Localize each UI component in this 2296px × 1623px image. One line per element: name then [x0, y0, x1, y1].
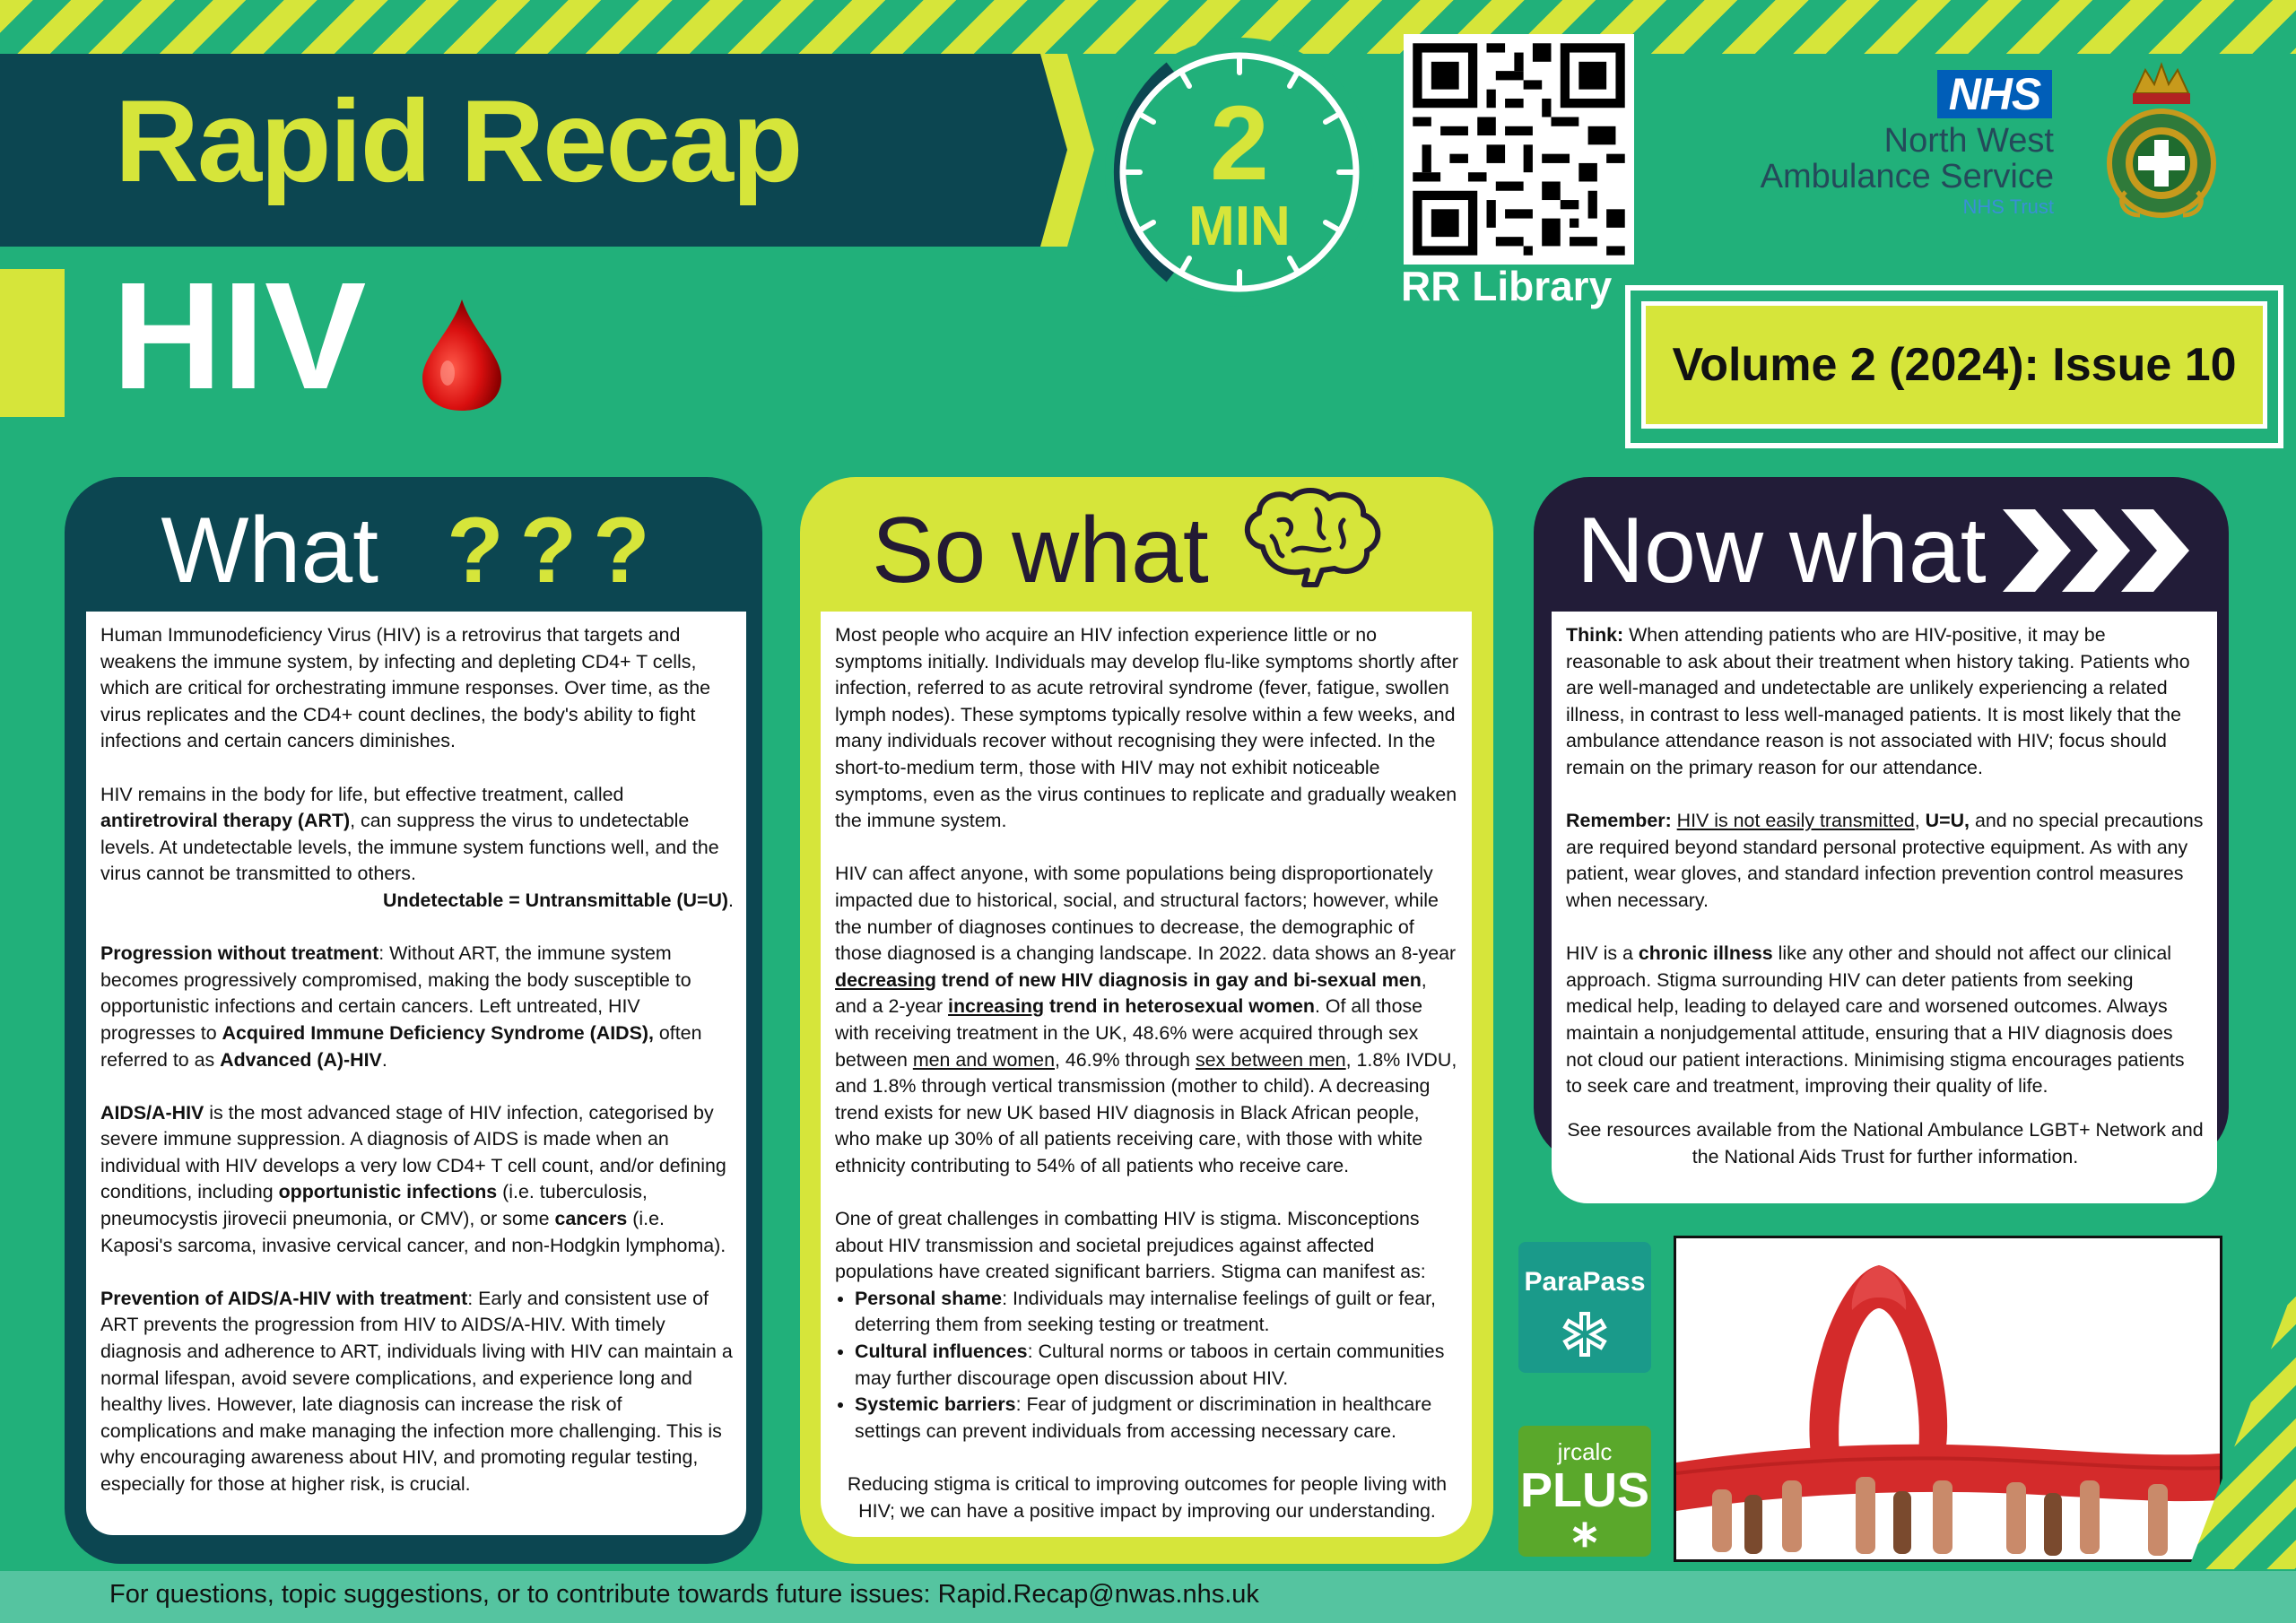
now-what-title: Now what — [1577, 499, 1987, 603]
jrcalc-label: jrcalc — [1557, 1438, 1613, 1465]
list-item — [855, 1286, 1459, 1339]
what-prevention — [100, 1286, 734, 1498]
organisation-name-line1: North West — [1883, 122, 2054, 160]
star-of-life-icon — [1560, 1310, 1610, 1360]
stigma-list — [835, 1286, 1459, 1445]
clock-number: 2 — [1210, 84, 1269, 203]
topic-accent-bar — [0, 269, 65, 417]
qr-label: RR Library — [1401, 263, 1613, 309]
so-what-conclusion: Reducing stigma is critical to improving outcomes for people living with HIV; we can have a positive impact by improving our understanding. — [847, 1473, 1448, 1522]
text: , and a 2-year — [835, 968, 1427, 1018]
chronic-term: chronic illness — [1638, 942, 1773, 965]
so-what-text — [821, 612, 1472, 1537]
aids-term: Acquired Immune Deficiency Syndrome (AIDS), — [222, 1021, 654, 1044]
decreasing-term: decreasing — [835, 968, 936, 991]
timer-clock-icon — [1099, 31, 1381, 314]
uu-statement: Undetectable = Untransmittable (U=U). — [382, 889, 734, 911]
volume-issue: Volume 2 (2024): Issue 10 — [1641, 301, 2267, 429]
uu-text: Undetectable = Untransmittable (U=U) — [382, 889, 729, 911]
so-what-symptoms: Most people who acquire an HIV infection experience little or no symptoms initially. Individuals may develop flu-like symptoms shortly after infection, referred to as acute retroviral syndrome (fever, fatigue, swollen lymph nodes). These symptoms typically resolve within a few weeks, and many individuals recover without recognising they were infected. In the short-to-medium term, those with HIV may not exhibit noticeable symptoms, even as the virus continues to replicate and gradually weaken the immune system. — [835, 624, 1459, 832]
so-what-heading — [800, 497, 1493, 604]
organisation-name — [1722, 124, 2054, 195]
text: . Of all those with receiving treatment in the UK, 48.6% were acquired through sex between — [835, 995, 1423, 1071]
what-treatment — [100, 782, 734, 915]
organisation-name-line2: Ambulance Service — [1760, 157, 2054, 195]
jrcalc-plus-badge[interactable] — [1518, 1426, 1651, 1557]
clock-unit: MIN — [1188, 195, 1291, 257]
topic-title: HIV — [112, 251, 367, 421]
uu-term: U=U, — [1925, 810, 1970, 832]
text: : Fear of judgment or discrimination in healthcare settings can prevent individuals from accessing necessary care. — [855, 1393, 1432, 1442]
now-what-resources: See resources available from the National Ambulance LGBT+ Network and the National Aids Trust for further information. — [1567, 1119, 2204, 1167]
footer-contact: For questions, topic suggestions, or to contribute towards future issues: Rapid.Recap@nwas.nhs.uk — [109, 1580, 1259, 1609]
chevrons-right-icon — [1999, 506, 2196, 595]
text: : Early and consistent use of ART prevents the progression from HIV to AIDS/A-HIV. With timely diagnosis and adherence to ART, individuals living with HIV can maintain a normal lifespan, avoid severe complications, and experience long and healthy lives. However, late diagnosis can increase the risk of complications and make managing the infection more challenging. This is why encouraging awareness about HIV, and promoting regular testing, especially for those at higher risk, is crucial. — [100, 1287, 733, 1495]
parapass-badge[interactable] — [1518, 1242, 1651, 1373]
text: like any other and should not affect our clinical approach. Stigma surrounding HIV can deter patients from seeking medical help, leading to delayed care and worsened outcomes. Always maintain a nonjudgemental attitude, ensuring that a HIV diagnosis does not cloud our patient interactions. Minimising stigma encourages patients to seek care and treatment, improving their quality of life. — [1566, 942, 2185, 1098]
ahiv-term: Advanced (A)-HIV — [220, 1048, 382, 1071]
list-item — [855, 1339, 1459, 1392]
think-label: Think: — [1566, 624, 1624, 646]
now-what-chronic — [1566, 941, 2205, 1100]
awareness-ribbon-image — [1674, 1236, 2222, 1562]
not-transmitted-term: HIV is not easily transmitted — [1676, 810, 1915, 832]
so-what-title: So what — [872, 499, 1209, 603]
bullet-head: Systemic barriers — [855, 1393, 1016, 1416]
bullet-head: Personal shame — [855, 1287, 1003, 1309]
now-what-think — [1566, 622, 2205, 782]
qr-code[interactable] — [1404, 34, 1634, 265]
so-what-stigma: One of great challenges in combatting HIV is stigma. Misconceptions about HIV transmission and societal prejudices against affected populations have created significant barriers. Stigma can manifest as: — [835, 1208, 1426, 1283]
progression-heading: Progression without treatment — [100, 942, 379, 965]
what-title: What — [161, 499, 379, 603]
red-ribbon-icon — [1676, 1238, 2220, 1559]
text: , 1.8% IVDU, and 1.8% through vertical transmission (mother to child). A decreasing trend exists for new UK based HIV diagnosis in Black African people, who make up 30% of all patients receiving care, with those with white ethnicity contributing to 54% of all patients who receive care. — [835, 1048, 1457, 1176]
remember-label: Remember: — [1566, 810, 1672, 832]
brain-icon — [1236, 484, 1388, 590]
question-marks: ??? — [447, 499, 666, 603]
nhs-logo: NHS — [1937, 70, 2052, 118]
text: : Without ART, the immune system becomes progressively compromised, making the body susceptible to opportunistic infections and certain cancers. Left untreated, HIV progresses to — [100, 942, 691, 1044]
text: , 46.9% through — [1054, 1048, 1196, 1071]
what-aids — [100, 1100, 734, 1260]
opportunistic-term: opportunistic infections — [278, 1181, 498, 1203]
qr-code-icon — [1404, 34, 1634, 265]
parapass-label: ParaPass — [1524, 1267, 1646, 1297]
sex-between-men-term: sex between men — [1195, 1048, 1346, 1071]
text: often referred to as — [100, 1021, 702, 1071]
text: HIV is a — [1566, 942, 1639, 965]
text: (i.e. tuberculosis, pneumocystis jirovecii pneumonia, or CMV), or some — [100, 1181, 648, 1230]
list-item — [855, 1392, 1459, 1445]
text: trend of new HIV diagnosis in gay and bi-sexual men — [935, 968, 1422, 991]
prevention-heading: Prevention of AIDS/A-HIV with treatment — [100, 1287, 468, 1309]
organisation-trust: NHS Trust — [1962, 195, 2054, 218]
text: : Cultural norms or taboos in certain communities may further discourage open discussion about HIV. — [855, 1341, 1445, 1389]
text: , can suppress the virus to undetectable levels. At undetectable levels, the immune system functions well, and the virus cannot be transmitted to others. — [100, 810, 719, 885]
text: is the most advanced stage of HIV infection, categorised by severe immune suppression. A diagnosis of AIDS is made when an individual with HIV develops a very low CD4+ T cell count, and/or defining conditions, including — [100, 1101, 726, 1203]
now-what-text — [1552, 612, 2217, 1203]
increasing-term: increasing — [948, 995, 1045, 1018]
what-heading — [65, 497, 762, 604]
aids-heading: AIDS/A-HIV — [100, 1101, 204, 1124]
star-of-life-icon — [1570, 1520, 1600, 1550]
what-intro: Human Immunodeficiency Virus (HIV) is a retrovirus that targets and weakens the immune system, by infecting and depleting CD4+ T cells, which are critical for orchestrating immune responses. Over time, as the virus replicates and the CD4+ count declines, the body's ability to fight infections and certain cancers diminishes. — [100, 624, 711, 752]
cancers-term: cancers — [554, 1208, 628, 1230]
ambulance-crest-icon — [2099, 57, 2224, 228]
what-progression: Progression without treatment: Without ART, the immune system becomes progressively compromised, making the body susceptible to opportunistic infections and certain cancers. Left untreated, HIV progresses to Acquired Immune Deficiency Syndrome (AIDS), often referred to as Advanced (A)-HIV. — [100, 942, 702, 1071]
so-what-demographics — [835, 861, 1459, 1179]
art-term: antiretroviral therapy (ART) — [100, 810, 351, 832]
bullet-head: Cultural influences — [855, 1341, 1028, 1363]
now-what-heading — [1534, 497, 2229, 604]
text: When attending patients who are HIV-positive, it may be reasonable to ask about their treatment when history taking. Patients who are well-managed and undetectable are unlikely experiencing a related illness, in contrast to less well-managed patients. It is most likely that the ambulance attendance reason is not associated with HIV; focus should remain on the primary reason for our attendance. — [1566, 624, 2190, 778]
what-text — [86, 612, 746, 1535]
text: HIV can affect anyone, with some populations being disproportionately impacted due to historical, social, and structural factors; however, while the number of diagnoses continues to decrease, the demographic of those diagnosed is a changing landscape. In 2022. data shows an 8-year — [835, 863, 1457, 965]
page-title: Rapid Recap — [115, 75, 802, 206]
text: (i.e. Kaposi's sarcoma, invasive cervical cancer, and non-Hodgkin lymphoma). — [100, 1208, 726, 1256]
now-what-remember: Remember: HIV is not easily transmitted, U=U, and no special precautions are required beyond standard personal protective equipment. As with any patient, wear gloves, and standard infection prevention control measures when necessary. — [1566, 810, 2204, 911]
text: : Individuals may internalise feelings of guilt or fear, deterring them from seeking testing or treatment. — [855, 1287, 1436, 1336]
text: trend in heterosexual women — [1044, 995, 1315, 1018]
text: and no special precautions are required beyond standard personal protective equipment. As with any patient, wear gloves, and standard infection prevention control measures when necessary. — [1566, 810, 2204, 911]
jrcalc-plus-label: PLUS — [1519, 1463, 1650, 1517]
text: HIV remains in the body for life, but effective treatment, called — [100, 783, 624, 805]
men-and-women-term: men and women — [912, 1048, 1055, 1071]
blood-drop-icon — [417, 296, 507, 412]
